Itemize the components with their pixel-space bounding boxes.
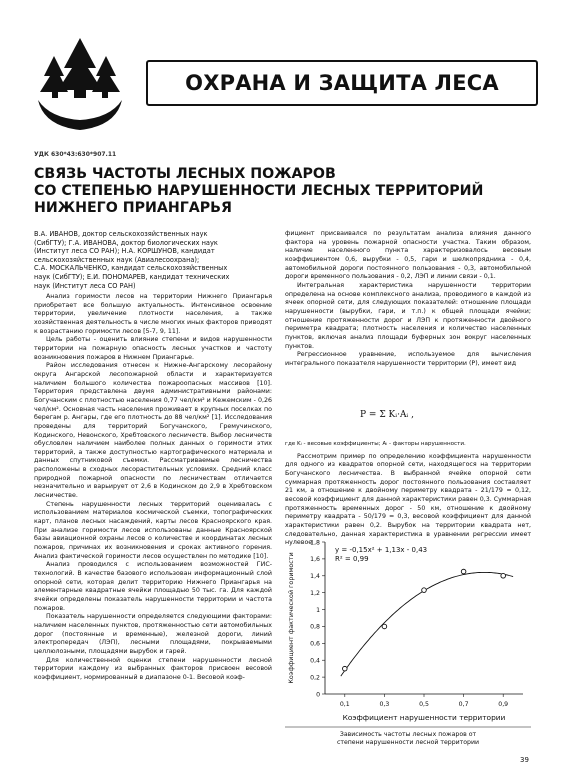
- x-tick-label: 0,7: [458, 701, 469, 708]
- article-title-line-1: СВЯЗЬ ЧАСТОТЫ ЛЕСНЫХ ПОЖАРОВ: [34, 166, 336, 182]
- article-title-line-3: НИЖНЕГО ПРИАНГАРЬЯ: [34, 200, 232, 216]
- right-column-text-top: [285, 230, 531, 369]
- y-tick-label: 1,8: [310, 539, 320, 547]
- paragraph: Анализ проводился с использованием возможностей ГИС-технологий. В качестве базового использован информационный слой опорной сети, которая делит территорию Нижнего Приангарья на элементарные квадратные ячейки площадью 50 тыс. га. Для каждой ячейки определены показатель нарушенности территории и частота пожаров.: [34, 561, 272, 612]
- page-number: 39: [520, 756, 529, 764]
- r-squared-label: R² = 0,99: [335, 555, 369, 563]
- y-tick-label: 0,4: [310, 657, 320, 665]
- formula-note: где Kᵢ - весовые коэффициенты; Aᵢ - факторы нарушенности.: [285, 441, 466, 447]
- x-tick-label: 0,1: [339, 701, 350, 708]
- y-tick-label: 0,2: [310, 674, 320, 682]
- author-line: В.А. ИВАНОВ, доктор сельскохозяйственных наук: [34, 230, 208, 238]
- paragraph: Интегральная характеристика нарушенности территории определена на основе комплексного анализа, проводимого в каждой из ячеек опорной сети, для следующих показателей: отношение площади нарушенности (вырубки, гари, и т.п.) к общей площади ячейки; отношение протяженности дорог и ЛЭП к протяженности двойного периметра квадрата; плотность населения и количество населенных пунктов, включая анализ площади буферных зон вокруг населенных пунктов.: [285, 281, 531, 350]
- figure-caption-line-1: Зависимость частоты лесных пожаров от: [339, 731, 477, 738]
- paragraph: Степень нарушенности лесных территорий оценивалась с использованием материалов космической съемки, топографических карт, планов лесных насаждений, карты лесов Красноярского края. При анализе горимости лесов использованы данные Красноярской базы авиационной охраны лесов о количестве и координатах лесных пожаров, причинах их возникновения и сроках активного горения. Анализ фактической горимости лесов осуществлен по методике [10].: [34, 500, 272, 560]
- right-column-text-mid: [285, 440, 531, 548]
- trend-curve: [341, 572, 513, 676]
- author-line: (СибГТУ); Г.А. ИВАНОВА, доктор биологических наук: [34, 238, 218, 247]
- data-point: [501, 573, 506, 578]
- data-point: [382, 624, 387, 629]
- x-tick-label: 0,9: [498, 701, 509, 708]
- author-line: (Институт леса СО РАН); Н.А. КОРШУНОВ, кандидат: [34, 247, 215, 256]
- paragraph: Анализ горимости лесов на территории Нижнего Приангарья приобретает все большую актуальность. Интенсивное освоение территории, увеличение плотности населения, а также хозяйственная деятельность в числе многих иных факторов приводят к возрастанию горимости лесов [5-7, 9, 11].: [34, 293, 272, 335]
- data-point: [422, 588, 427, 593]
- paragraph: Регрессионное уравнение, используемое для вычисления интегрального показателя нарушенности территории (Р), имеет вид: [285, 351, 531, 367]
- y-tick-label: 1,2: [310, 589, 320, 597]
- paragraph: Район исследования отнесен к Нижне-Ангарскому лесорайону округа Ангарской лесопожарной области и характеризуется наличием большого количества пожароопасных массивов [10]. Территория представлена двумя административными районами: Богучанским с плотностью населения 0,77 чел/км² и Кежемским - 0,26 чел/км². Основная часть населения проживает в крупных поселках по берегам р. Ангары, где его плотность до 88 чел/км² [1]. Исследования проведены для территорий Богучанского, Гремучинского, Кодинского, Невонского, Хребтовского лесничеств. Выбор лесничеств обусловлен наличием наиболее полных данных о горимости этих территорий, а также доступностью картографического материала и данных спутниковой съемки. Рассматриваемые лесничества расположены в сходных лесорастительных условиях. Средний класс природной пожарной опасности по лесничествам отличается незначительно и варьирует от 2,6 в Кодинском до 2,9 в Хребтовском лесничестве.: [34, 362, 272, 500]
- y-tick-label: 1,6: [310, 556, 320, 564]
- x-tick-label: 0,3: [379, 701, 390, 708]
- forest-protection-logo-icon: [34, 34, 126, 134]
- author-line: сельскохозяйственных наук (Авиалесоохрана);: [34, 255, 200, 264]
- fire-frequency-chart: [283, 536, 533, 748]
- author-line: наук (СибГТУ); Е.И. ПОНОМАРЕВ, кандидат технических: [34, 272, 230, 281]
- author-line: С.А. МОСКАЛЬЧЕНКО, кандидат сельскохозяйственных: [34, 264, 228, 273]
- paragraph: Показатель нарушенности определяется следующими факторами: наличием населенных пунктов, протяженностью сети автомобильных дорог (постоянные и временные), железной дороги, линий электропередач (ЛЭП), лесными площадями, покрываемыми целлюлозными, площадями вырубок и гарей.: [34, 613, 272, 655]
- paragraph: Для количественной оценки степени нарушенности лесной территории каждому из выбранных факторов присвоен весовой коэффициент, нормированный в диапазоне 0-1. Весовой коэф-: [34, 656, 272, 681]
- y-tick-label: 1: [316, 606, 320, 614]
- y-tick-label: 1,4: [310, 573, 320, 581]
- author-line: наук (Институт леса СО РАН): [34, 281, 136, 290]
- paragraph: фициент присваивался по результатам анализа влияния данного фактора на уровень пожарной опасности участка. Таким образом, наличие населенного пункта характеризовалось весовым коэффициентом 0,6, вырубки - 0,5, гари и шелкопрядника - 0,4, автомобильной дороги постоянного пользования - 0,3, автомобильной дороги временного пользования - 0,2, ЛЭП и линии связи - 0,1.: [285, 230, 531, 281]
- regression-equation: y = -0,15x² + 1,13x - 0,43: [335, 546, 428, 554]
- paragraph: Цель работы - оценить влияние степени и видов нарушенности территории на пожарную опасность лесных участков и частоту возникновения пожаров в Нижнем Приангарье.: [34, 336, 272, 361]
- y-tick-label: 0,6: [310, 640, 320, 648]
- section-title: ОХРАНА И ЗАЩИТА ЛЕСА: [146, 60, 538, 106]
- article-title-line-2: СО СТЕПЕНЬЮ НАРУШЕННОСТИ ЛЕСНЫХ ТЕРРИТОРИЙ: [34, 183, 484, 199]
- y-tick-label: 0,8: [310, 623, 320, 631]
- regression-formula: P = Σ Kᵢ·Aᵢ ,: [360, 410, 414, 420]
- figure-caption-line-2: степени нарушенности лесной территории: [336, 739, 480, 746]
- author-block: [34, 230, 274, 290]
- data-point: [461, 569, 466, 574]
- udc-code: УДК 630*43:630*907.11: [34, 151, 117, 158]
- x-tick-label: 0,5: [419, 701, 429, 708]
- left-column-text: [34, 293, 272, 683]
- x-axis-title: Коэффициент нарушенности территории: [342, 713, 506, 722]
- paragraph: Рассмотрим пример по определению коэффициента нарушенности для одного из квадратов опорной сети, находящегося на территории Богучанского лесничества. В выбранной ячейке опорной сети суммарная протяженность дорог постоянного пользования составляет 21 км, а отношение к двойному периметру квадрата - 21/179 = 0,12, весовой коэффициент для данной характеристики равен 0,3. Суммарная протяженность временных дорог - 50 км, отношение к двойному периметру квадрата - 50/179 = 0,3, весовой коэффициент для данной характеристики равен 0,2. Вырубок на территории квадрата нет, следовательно, данная характеристика в уравнении регрессии имеет нулевое: [285, 452, 531, 547]
- y-tick-label: 0: [316, 691, 320, 699]
- data-point: [343, 666, 348, 671]
- y-axis-title: Коэффициент фактической горимости: [287, 552, 295, 684]
